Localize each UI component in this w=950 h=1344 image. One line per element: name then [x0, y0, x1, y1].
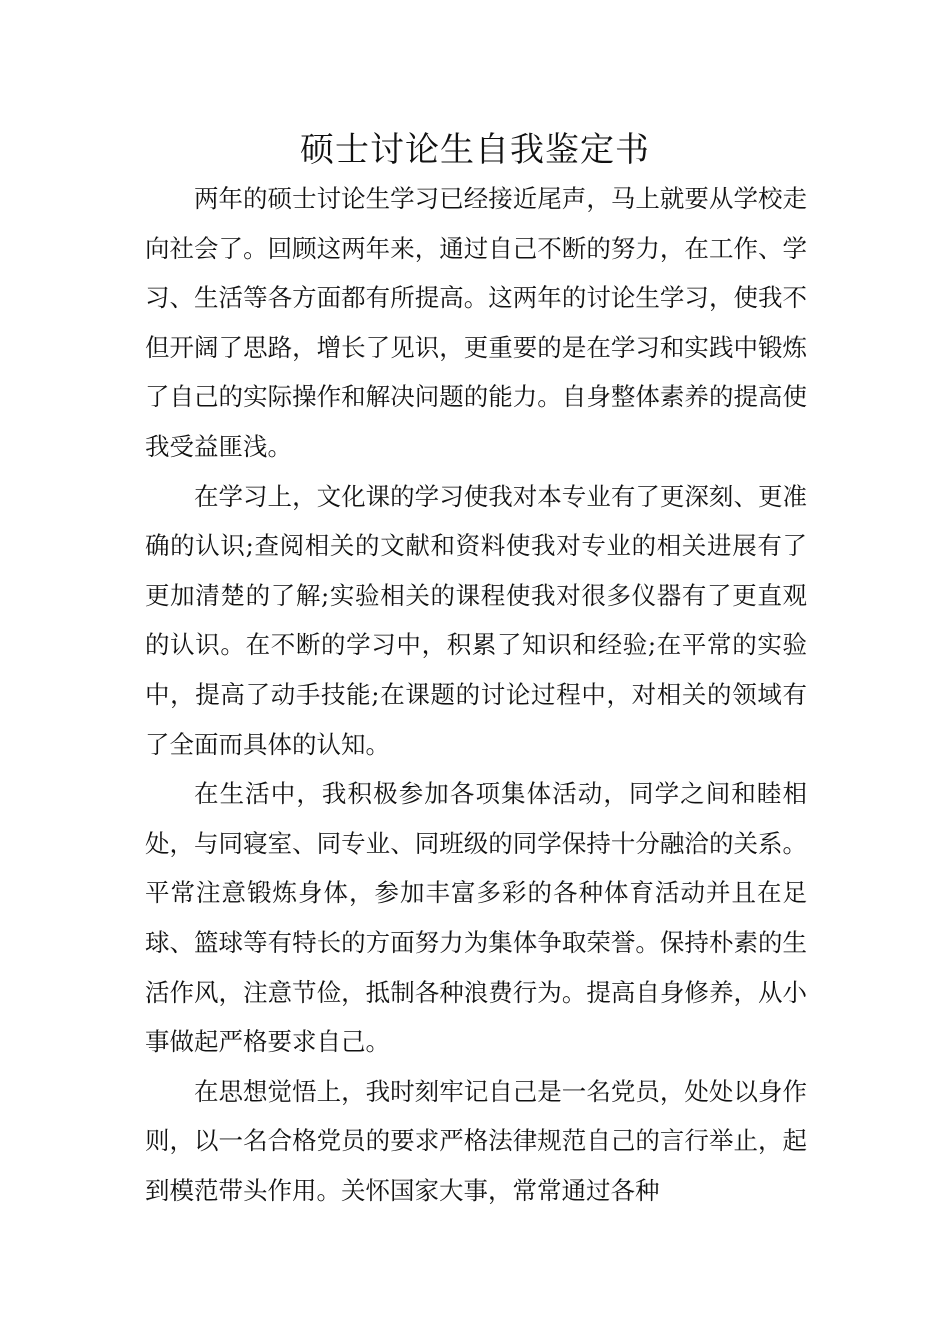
- paragraph-study: 在学习上，文化课的学习使我对本专业有了更深刻、更准确的认识;查阅相关的文献和资料使我对专业的相关进展有了更加清楚的了解;实验相关的课程使我对很多仪器有了更直观的认识。在不断的学习中，积累了知识和经验;在平常的实验中，提高了动手技能;在课题的讨论过程中，对相关的领域有了全面而具体的认知。: [145, 481, 807, 759]
- paragraph-life: 在生活中，我积极参加各项集体活动，同学之间和睦相处，与同寝室、同专业、同班级的同学保持十分融洽的关系。平常注意锻炼身体，参加丰富多彩的各种体育活动并且在足球、篮球等有特长的方面努力为集体争取荣誉。保持朴素的生活作风，注意节俭，抵制各种浪费行为。提高自身修养，从小事做起严格要求自己。: [145, 779, 807, 1057]
- page-title: 硕士讨论生自我鉴定书: [300, 130, 650, 170]
- paragraph-ideology: 在思想觉悟上，我时刻牢记自己是一名党员，处处以身作则，以一名合格党员的要求严格法律规范自己的言行举止，起到模范带头作用。关怀国家大事，常常通过各种: [145, 1076, 807, 1205]
- document-body: [145, 174, 807, 1215]
- paragraph-intro: 两年的硕士讨论生学习已经接近尾声，马上就要从学校走向社会了。回顾这两年来，通过自己不断的努力，在工作、学习、生活等各方面都有所提高。这两年的讨论生学习，使我不但开阔了思路，增长了见识，更重要的是在学习和实践中锻炼了自己的实际操作和解决问题的能力。自身整体素养的提高使我受益匪浅。: [145, 184, 807, 461]
